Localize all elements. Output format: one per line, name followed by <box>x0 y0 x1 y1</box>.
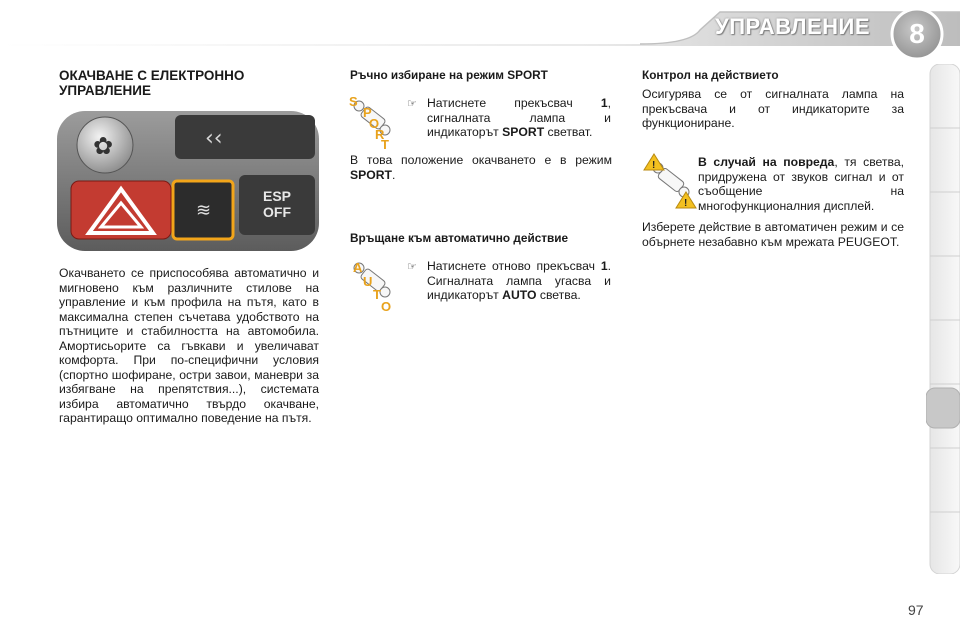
sport-step-text: Натиснете прекъсвач 1, сигналната лампа и индикаторът SPORT светват. <box>427 96 611 139</box>
chapter-number: 8 <box>909 18 925 49</box>
page-number: 97 <box>908 602 924 618</box>
hand-pointer-icon: ☞ <box>407 98 417 110</box>
operation-check-intro: Осигурява се от сигналната лампа на прекъсвача и от индикаторите за функциониране. <box>642 87 904 130</box>
svg-text:!: ! <box>684 198 688 209</box>
auto-icon-letter-u: U <box>363 274 373 289</box>
suspension-description: Окачването се приспособява автоматично и мигновено към различните стилове на управление и към профила на пътя, като в максимална степен съчетава удобството на пътниците и стабилността на автомобила. Амортисьорите са гъвкави и увеличават комфорта. При по-специфични условия (спортно шофиране, остри завои, маневри за избягване на препятствия...), системата избира автоматично твърдо окачване, гарантиращо оптимално поведение на пътя. <box>59 266 319 425</box>
sport-icon-letter-p: P <box>363 105 372 120</box>
off-label: OFF <box>263 204 291 220</box>
auto-mode-indicator-icon <box>347 256 395 312</box>
section-heading-operation-check: Контрол на действието <box>642 68 779 82</box>
svg-text:!: ! <box>652 160 656 171</box>
chapter-title: УПРАВЛЕНИЕ <box>715 14 870 39</box>
sport-icon-letter-t: T <box>381 137 389 150</box>
fault-warning-text: В случай на повреда, тя светва, придружена от звуков сигнал и от съобщение на многофункционалния дисплей. <box>698 155 904 213</box>
svg-text:✿: ✿ <box>93 132 114 160</box>
sport-mode-indicator-icon <box>347 94 395 150</box>
fault-advice-text: Изберете действие в автоматичен режим и се обърнете незабавно към мрежата PEUGEOT. <box>642 220 904 249</box>
auto-icon-letter-t: T <box>373 287 381 302</box>
section-heading-sport-mode: Ръчно избиране на режим SPORT <box>350 68 548 82</box>
sport-mode-result-text: В това положение окачването е в режим SPORT. <box>350 153 612 182</box>
auto-step-text: Натиснете отново прекъсвач 1. Сигналната лампа угасва и индикаторът AUTO светва. <box>427 259 611 302</box>
esp-label: ESP <box>262 188 292 204</box>
svg-text:≋: ≋ <box>196 200 212 221</box>
hand-pointer-icon: ☞ <box>407 261 417 273</box>
sport-icon-letter-o: O <box>369 116 380 131</box>
auto-icon-letter-a: A <box>353 260 363 275</box>
auto-icon-letter-o: O <box>381 299 392 312</box>
sport-icon-letter-r: R <box>375 127 385 142</box>
section-heading-electronic-suspension: ОКАЧВАНЕ С ЕЛЕКТРОННО УПРАВЛЕНИЕ <box>59 68 245 98</box>
svg-text:‹‹: ‹‹ <box>205 126 223 151</box>
suspension-switch-photo <box>57 111 319 251</box>
sport-icon-letter-s: S <box>349 94 358 109</box>
side-chapter-tabs <box>926 64 960 574</box>
suspension-fault-warning-icon <box>642 152 698 212</box>
section-heading-return-auto: Връщане към автоматично действие <box>350 231 569 245</box>
